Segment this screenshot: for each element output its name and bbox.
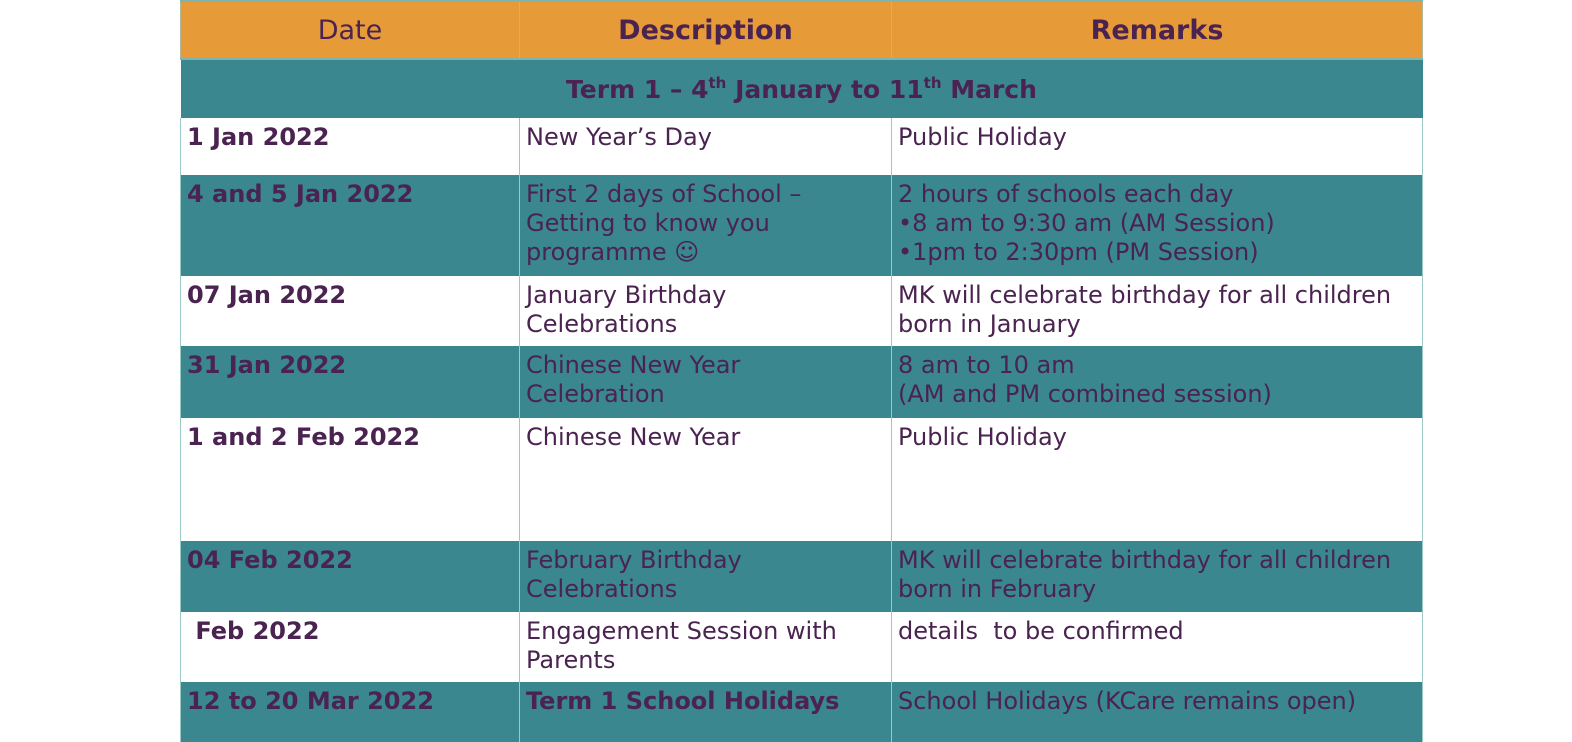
remarks-line: MK will celebrate birthday for all children	[898, 546, 1392, 574]
remarks-line: •1pm to 2:30pm (PM Session)	[898, 238, 1259, 266]
remarks-line: Public Holiday	[898, 423, 1067, 451]
description-line: January Birthday	[526, 281, 727, 309]
row-remarks	[892, 175, 1423, 276]
remarks-line: Public Holiday	[898, 123, 1067, 151]
term-title	[181, 59, 1423, 118]
row-remarks	[892, 541, 1423, 612]
term-row	[181, 59, 1423, 118]
row-date: 1 and 2 Feb 2022	[181, 418, 520, 541]
table-row	[181, 175, 1423, 276]
row-date: 12 to 20 Mar 2022	[181, 682, 520, 742]
remarks-line: details to be confirmed	[898, 617, 1184, 645]
header-description: Description	[520, 1, 892, 59]
row-remarks	[892, 346, 1423, 418]
description-line: Getting to know you	[526, 209, 770, 237]
table-row	[181, 541, 1423, 612]
header-remarks: Remarks	[892, 1, 1423, 59]
remarks-line: 2 hours of schools each day	[898, 180, 1234, 208]
row-date: 04 Feb 2022	[181, 541, 520, 612]
row-date: 1 Jan 2022	[181, 118, 520, 175]
row-date: 31 Jan 2022	[181, 346, 520, 418]
description-line: programme ☺	[526, 238, 700, 266]
row-description	[520, 118, 892, 175]
row-description	[520, 175, 892, 276]
row-description	[520, 418, 892, 541]
table-row	[181, 276, 1423, 346]
term-sup-2: th	[923, 73, 942, 92]
description-line: Chinese New Year	[526, 423, 741, 451]
row-description	[520, 346, 892, 418]
description-line: First 2 days of School –	[526, 180, 802, 208]
header-row	[181, 1, 1423, 59]
header-date: Date	[181, 1, 520, 59]
term-prefix: Term 1 – 4	[566, 74, 709, 104]
remarks-line: School Holidays (KCare remains open)	[898, 687, 1357, 715]
description-line: February Birthday	[526, 546, 742, 574]
table-row	[181, 612, 1423, 682]
remarks-line: •8 am to 9:30 am (AM Session)	[898, 209, 1275, 237]
description-line: New Year’s Day	[526, 123, 712, 151]
table-row	[181, 118, 1423, 175]
row-date: 07 Jan 2022	[181, 276, 520, 346]
row-date: Feb 2022	[181, 612, 520, 682]
table-row	[181, 418, 1423, 541]
term-suffix: March	[941, 74, 1037, 104]
row-description	[520, 276, 892, 346]
description-line: Celebrations	[526, 310, 678, 338]
table-row	[181, 682, 1423, 742]
row-remarks	[892, 682, 1423, 742]
row-remarks	[892, 418, 1423, 541]
row-description	[520, 541, 892, 612]
row-remarks	[892, 276, 1423, 346]
remarks-line: 8 am to 10 am	[898, 351, 1075, 379]
calendar-table	[180, 0, 1423, 742]
row-description	[520, 682, 892, 742]
table-row	[181, 346, 1423, 418]
remarks-line: born in January	[898, 310, 1081, 338]
description-line: Parents	[526, 646, 616, 674]
row-date: 4 and 5 Jan 2022	[181, 175, 520, 276]
description-line: Chinese New Year	[526, 351, 741, 379]
description-line: Celebrations	[526, 575, 678, 603]
term-middle: January to 11	[726, 74, 924, 104]
remarks-line: born in February	[898, 575, 1097, 603]
term-sup-1: th	[708, 73, 727, 92]
row-description	[520, 612, 892, 682]
remarks-line: MK will celebrate birthday for all children	[898, 281, 1392, 309]
description-line: Term 1 School Holidays	[526, 687, 840, 715]
description-line: Engagement Session with	[526, 617, 837, 645]
description-line: Celebration	[526, 380, 665, 408]
remarks-line: (AM and PM combined session)	[898, 380, 1272, 408]
row-remarks	[892, 118, 1423, 175]
row-remarks	[892, 612, 1423, 682]
